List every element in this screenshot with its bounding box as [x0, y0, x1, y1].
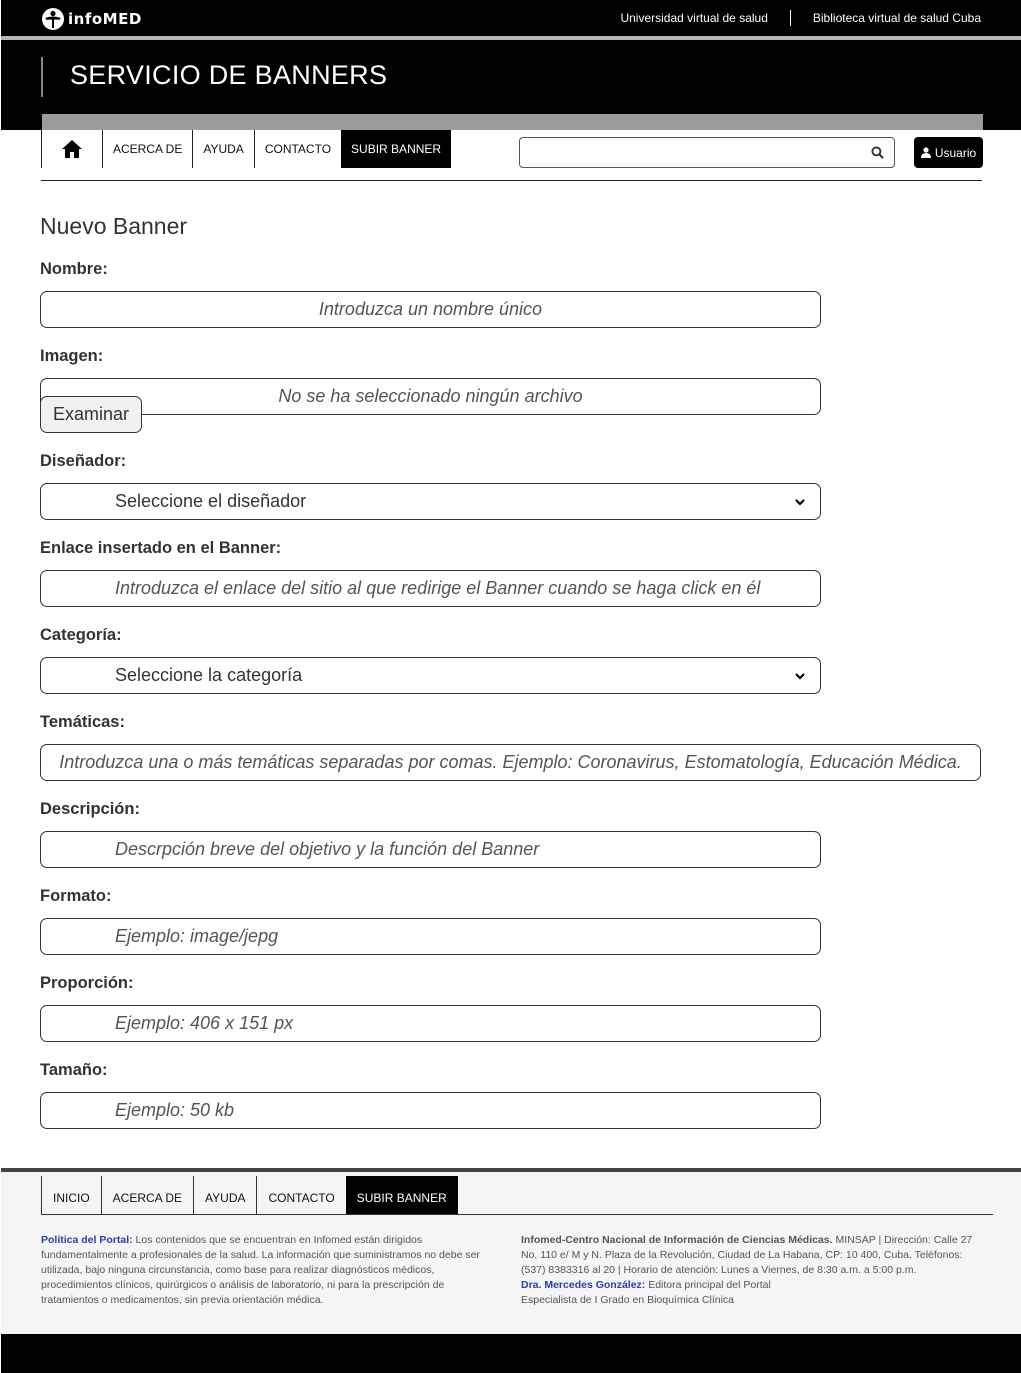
- footer-nav-contacto[interactable]: CONTACTO: [256, 1176, 345, 1214]
- link-universidad-virtual[interactable]: Universidad virtual de salud: [620, 11, 768, 25]
- tematicas-placeholder: Introduzca una o más temáticas separadas por comas. Ejemplo: Coronavirus, Estomatología, Educación Médica.: [59, 752, 962, 772]
- site-title: SERVICIO DE BANNERS: [70, 60, 388, 90]
- footer-nav-inicio[interactable]: INICIO: [41, 1176, 101, 1214]
- imagen-file-input[interactable]: [40, 378, 821, 415]
- infomed-logo-icon: [41, 7, 65, 31]
- descripcion-placeholder: Descrpción breve del objetivo y la función del Banner: [115, 839, 540, 859]
- search-icon[interactable]: [871, 146, 884, 159]
- link-biblioteca-virtual[interactable]: Biblioteca virtual de salud Cuba: [812, 11, 981, 25]
- nombre-placeholder: Introduzca un nombre único: [318, 299, 543, 319]
- disenador-selected: Seleccione el diseñador: [115, 491, 307, 511]
- proporcion-placeholder: Ejemplo: 406 x 151 px: [115, 1013, 294, 1033]
- centro-text: MINSAP | Dirección: Calle 27 No. 110 e/ M y N. Plaza de la Revolución, Ciudad de La Habana, CP: 10 400, Cuba. Teléfonos: (537) 8383316 al 20 | Horario de atención: Lunes a Viernes, de 8:30 a.m. a 5:00 p.m.: [521, 1234, 973, 1276]
- main-nav: [41, 130, 451, 168]
- disenador-label: Diseñador:: [40, 452, 127, 470]
- chevron-down-icon: [794, 670, 806, 682]
- user-icon: [921, 147, 931, 158]
- logo-text: infoMED: [68, 10, 142, 28]
- imagen-status: No se ha seleccionado ningún archivo: [278, 386, 583, 406]
- tamano-input[interactable]: [40, 1092, 821, 1129]
- tamano-label: Tamaño:: [40, 1061, 108, 1079]
- title-accent-line: [41, 57, 43, 97]
- editor-role: Editora principal del Portal: [648, 1279, 771, 1291]
- footer-divider: [41, 1214, 993, 1215]
- nav-acerca-de[interactable]: ACERCA DE: [102, 130, 192, 168]
- enlace-placeholder: Introduzca el enlace del sitio al que redirige el Banner cuando se haga click en él: [115, 578, 761, 598]
- nav-home[interactable]: [41, 130, 102, 168]
- categoria-label: Categoría:: [40, 626, 122, 644]
- proporcion-label: Proporción:: [40, 974, 134, 992]
- disenador-select[interactable]: [40, 483, 821, 520]
- infomed-logo[interactable]: [41, 6, 142, 32]
- footer-contact: [521, 1233, 981, 1308]
- politica-link[interactable]: Política del Portal:: [41, 1234, 133, 1246]
- footer-nav-ayuda[interactable]: AYUDA: [193, 1176, 256, 1214]
- nav-ayuda[interactable]: AYUDA: [192, 130, 253, 168]
- tematicas-input[interactable]: [40, 744, 981, 781]
- page-title: Nuevo Banner: [40, 213, 188, 239]
- editor-title: Especialista de I Grado en Bioquímica Clínica: [521, 1294, 735, 1306]
- top-links: [620, 0, 981, 36]
- footer-nav-acerca-de[interactable]: ACERCA DE: [101, 1176, 193, 1214]
- editor-link[interactable]: Dra. Mercedes González:: [521, 1279, 646, 1291]
- header-banner: [1, 40, 1021, 130]
- footer-nav-subir-banner[interactable]: SUBIR BANNER: [346, 1176, 458, 1214]
- descripcion-input[interactable]: [40, 831, 821, 868]
- formato-input[interactable]: [40, 918, 821, 955]
- enlace-input[interactable]: [40, 570, 821, 607]
- politica-text: Los contenidos que se encuentran en Infomed están dirigidos fundamentalmente a profesionales de la salud. La información que suministramos no debe ser utilizada, bajo ninguna circunstancia, como base para realizar diagnósticos médicos, procedimientos clínicos, quirúrgicos o análisis de laboratorio, ni para la prescripción de tratamientos o medicamentos, sin previa orientación médica.: [41, 1234, 480, 1306]
- top-bar: [1, 0, 1021, 36]
- footer-nav: [41, 1176, 458, 1214]
- divider: [790, 10, 791, 26]
- formato-placeholder: Ejemplo: image/jepg: [115, 926, 279, 946]
- footer: [1, 1168, 1021, 1334]
- footer-politica: [41, 1233, 491, 1308]
- tematicas-label: Temáticas:: [40, 713, 125, 731]
- descripcion-label: Descripción:: [40, 800, 140, 818]
- categoria-select[interactable]: [40, 657, 821, 694]
- chevron-down-icon: [794, 496, 806, 508]
- enlace-label: Enlace insertado en el Banner:: [40, 539, 282, 557]
- user-button[interactable]: [914, 137, 983, 168]
- nombre-label: Nombre:: [40, 260, 108, 278]
- header-grey-bar: [42, 114, 983, 130]
- tamano-placeholder: Ejemplo: 50 kb: [115, 1100, 235, 1120]
- bottom-bar: [1, 1334, 1021, 1373]
- proporcion-input[interactable]: [40, 1005, 821, 1042]
- nav-subir-banner[interactable]: SUBIR BANNER: [341, 130, 451, 168]
- user-label: Usuario: [934, 145, 977, 160]
- nombre-input[interactable]: [40, 291, 821, 328]
- imagen-label: Imagen:: [40, 347, 104, 365]
- nav-divider: [41, 180, 982, 181]
- categoria-selected: Seleccione la categoría: [115, 665, 303, 685]
- formato-label: Formato:: [40, 887, 112, 905]
- search-input[interactable]: [519, 137, 895, 168]
- home-icon: [61, 139, 83, 159]
- centro-title: Infomed-Centro Nacional de Información de Ciencias Médicas.: [521, 1234, 833, 1246]
- nav-contacto[interactable]: CONTACTO: [254, 130, 341, 168]
- examinar-button[interactable]: Examinar: [40, 396, 142, 433]
